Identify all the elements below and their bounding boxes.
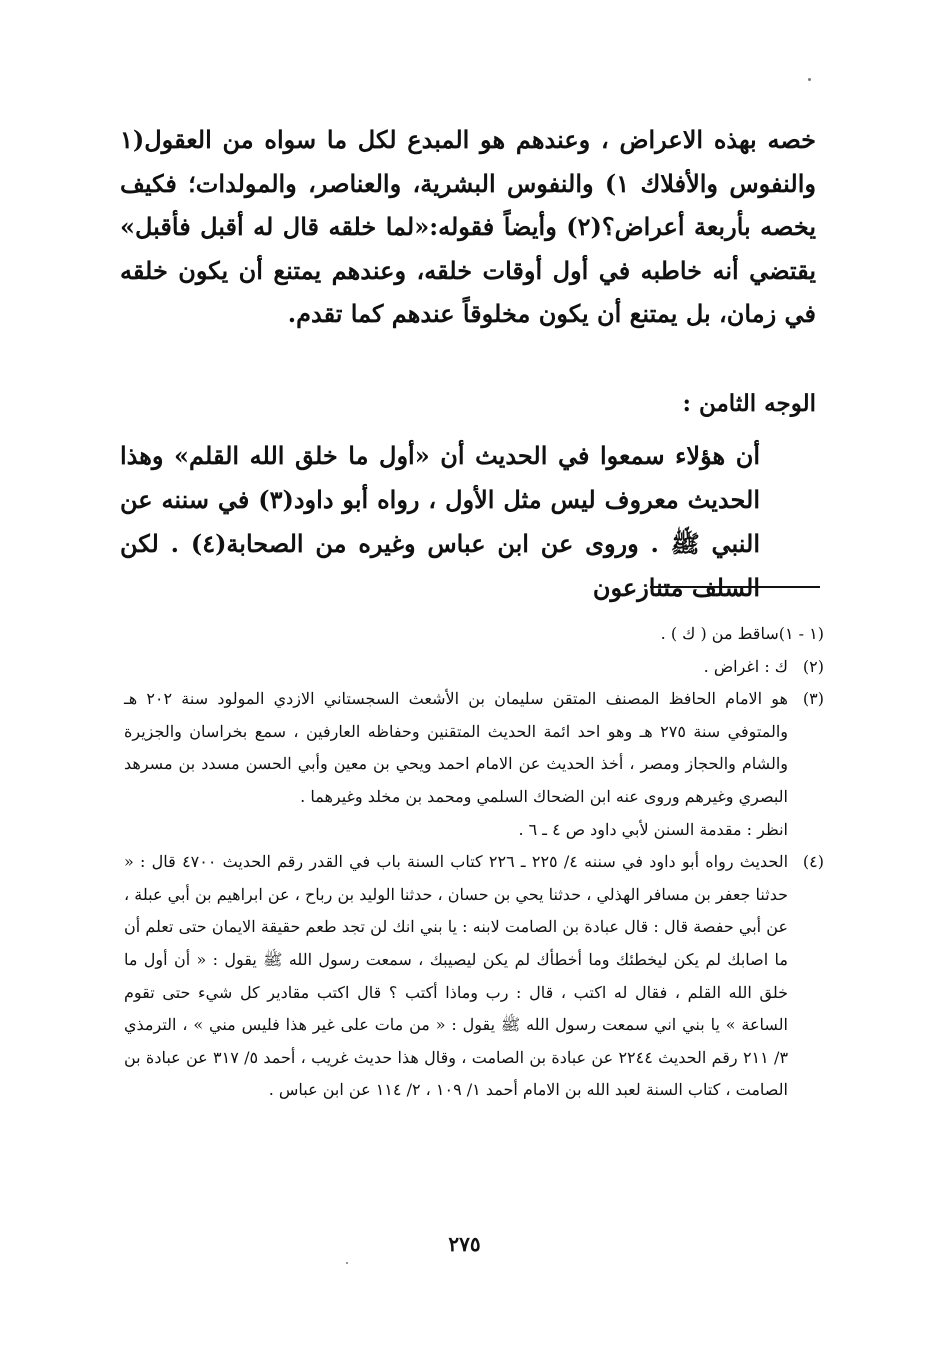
footnotes <box>124 618 824 1107</box>
footnote-text: ك : اغراض . <box>703 656 788 676</box>
main-text-block-2 <box>120 434 816 610</box>
footnote-number: (٤) <box>802 852 824 872</box>
footnote-text: الحديث رواه أبو داود في سننه ٤/ ٢٢٥ ـ ٢٢٦ كتاب السنة باب في القدر رقم الحديث ٤٧٠٠ قال : « حدثنا جعفر بن مسافر الهذلي ، حدثنا يحي بن حسان ، حدثنا الوليد بن رباح ، عن ابراهيم بن أبي عبلة ، عن أبي حفصة قال : قال عبادة بن الصامت لابنه : يا بني انك لن تجد طعم حقيقة الايمان حتى تعلم أن ما اصابك لم يكن ليخطئك وما أخطأك لم يكن ليصيبك ، سمعت رسول الله ﷺ يقول : « أن أول ما خلق الله القلم ، فقال له اكتب ، قال : رب وماذا أكتب ؟ قال اكتب مقادير كل شيء حتى تقوم الساعة » يا بني اني سمعت رسول الله ﷺ يقول : « من مات على غير هذا فليس مني » ، الترمذي ٣/ ٢١١ رقم الحديث ٢٢٤٤ عن عبادة بن الصامت ، وقال هذا حديث غريب ، أحمد ٥/ ٣١٧ عن عبادة بن الصامت ، كتاب السنة لعبد الله بن الامام أحمد ١/ ١٠٩ ، ٢/ ١١٤ عن ابن عباس . <box>124 852 789 1100</box>
main-paragraph-2: أن هؤلاء سمعوا في الحديث أن «أول ما خلق الله القلم» وهذا الحديث معروف ليس مثل الأول ، رواه أبو داود(٣) في سننه عن النبي ﷺ . وروى عن ابن عباس وغيره من الصحابة(٤) . لكن السلف متنازعون <box>120 441 760 602</box>
footnote-number: (٣) <box>802 689 824 709</box>
footnote-3-reference <box>124 814 824 847</box>
footnote-1 <box>124 618 824 651</box>
main-text-block <box>120 118 816 336</box>
footnote-separator <box>650 586 820 588</box>
main-paragraph-1: خصه بهذه الاعراض ، وعندهم هو المبدع لكل ما سواه من العقول(١ والنفوس والأفلاك ١) والنفوس البشرية، والعناصر، والمولدات؛ فكيف يخصه بأربعة أعراض؟(٢) وأيضاً فقوله:«لما خلقه قال له أقبل فأقبل» يقتضي أنه خاطبه في أول أوقات خلقه، وعندهم يمتنع أن يكون خلقه في زمان، بل يمتنع أن يكون مخلوقاً عندهم كما تقدم. <box>120 125 817 328</box>
scan-speck <box>346 1262 348 1264</box>
footnote-2 <box>124 651 824 684</box>
footnote-number: (١ - ١) <box>778 624 824 643</box>
footnote-number: (٢) <box>802 656 824 676</box>
page-number: ٢٧٥ <box>448 1232 481 1256</box>
section-heading: الوجه الثامن : <box>682 390 816 417</box>
footnote-text: ساقط من ( ك ) . <box>660 624 779 643</box>
footnote-text: هو الامام الحافظ المصنف المتقن سليمان بن الأشعث السجستاني الازدي المولود سنة ٢٠٢ هـ والمتوفي سنة ٢٧٥ هـ وهو احد ائمة الحديث المتقنين وحفاظه العارفين ، سمع بخراسان والجزيرة والشام والحجاز ومصر ، أخذ الحديث عن الامام احمد ويحي بن معين وأبي الحسن مسدد بن مسرهد البصري وغيرهم وروى عنه ابن الضحاك السلمي ومحمد بن مخلد وغيرهما . <box>124 689 788 806</box>
scan-speck <box>808 78 811 81</box>
footnote-text: انظر : مقدمة السنن لأبي داود ص ٤ ـ ٦ . <box>518 819 788 839</box>
footnote-3 <box>124 683 824 813</box>
footnote-4 <box>124 846 824 1107</box>
